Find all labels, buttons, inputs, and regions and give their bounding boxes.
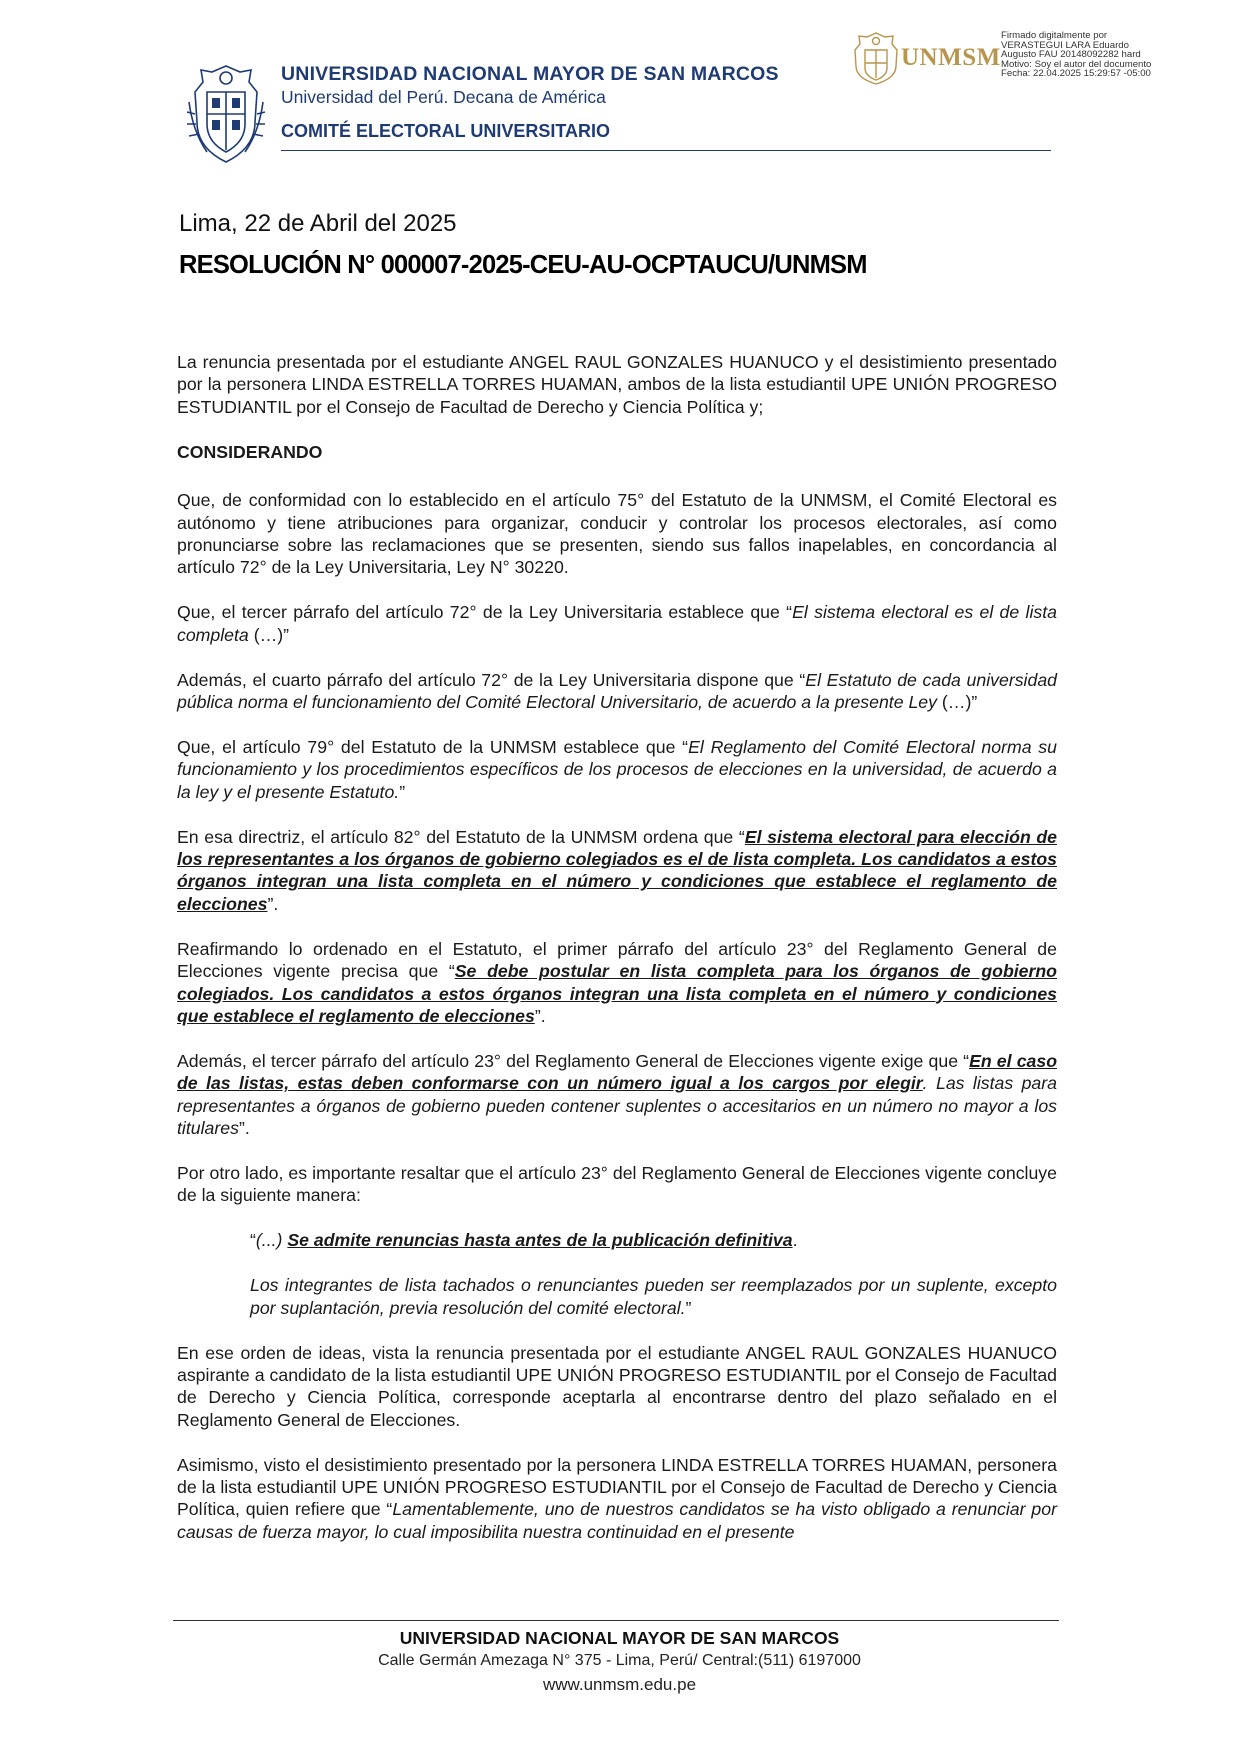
document-date: Lima, 22 de Abril del 2025: [179, 210, 457, 237]
text: .: [792, 1230, 798, 1251]
paragraph: [177, 1050, 1057, 1140]
digital-signature-block: [1001, 31, 1191, 79]
paragraph: Que, de conformidad con lo establecido en el artículo 75° del Estatuto de la UNMSM, el Comité Electoral es autónomo y tiene atribuciones para organizar, conducir y controlar los procesos electorales, así como pronunciarse sobre las reclamaciones que se presenten, siendo sus fallos inapelables, en concordancia al artículo 72° de la Ley Universitaria, Ley N° 30220.: [177, 490, 1057, 578]
footer-university-name: UNIVERSIDAD NACIONAL MAYOR DE SAN MARCOS: [399, 1628, 840, 1648]
footer-divider: [173, 1620, 1059, 1621]
quoted-text: El sistema electoral es el de lista completa: [177, 602, 1057, 645]
paragraph: La renuncia presentada por el estudiante ANGEL RAUL GONZALES HUANUCO y el desistimiento presentado por la personera LINDA ESTRELLA TORRES HUAMAN, ambos de la lista estudiantil UPE UNIÓN PROGRESO ESTUDIANTIL por el Consejo de Facultad de Derecho y Ciencia Política y;: [177, 352, 1057, 417]
footer-address: Calle Germán Amezaga N° 375 - Lima, Perú/ Central:(511) 6197000: [378, 1652, 861, 1669]
quoted-text: Lamentablemente, uno de nuestros candidatos se ha visto obligado a renunciar por causas de fuerza mayor, lo cual imposibilita nuestra continuidad en el presente: [177, 1499, 1057, 1542]
quoted-text: (...): [255, 1230, 288, 1251]
text: “: [250, 1230, 256, 1251]
text: (…)”: [937, 691, 978, 712]
quoted-text: El Estatuto de cada universidad pública norma el funcionamiento del Comité Electoral Universitario, de acuerdo a la presente Ley: [177, 669, 1057, 712]
emphasized-quote: Se admite renuncias hasta antes de la publicación definitiva: [287, 1230, 793, 1251]
emphasized-quote: En el caso de las listas, estas deben conformarse con un número igual a los cargos por elegir: [177, 1050, 1058, 1094]
text: ”.: [534, 1005, 546, 1026]
paragraph: [177, 826, 1057, 916]
section-heading: CONSIDERANDO: [177, 441, 323, 462]
text: ”: [685, 1297, 692, 1318]
document-body: [177, 351, 1057, 1566]
signature-line: Motivo: Soy el autor del documento: [1001, 58, 1152, 70]
signature-line: VERASTEGUI LARA Eduardo: [1001, 39, 1129, 51]
seal-wordmark: UNMSM: [901, 44, 1001, 71]
header-divider: [281, 150, 1051, 151]
paragraph: Por otro lado, es importante resaltar que el artículo 23° del Reglamento General de Elecciones vigente concluye de la siguiente manera:: [177, 1162, 1057, 1206]
text: Que, el artículo 79° del Estatuto de la UNMSM establece que “: [177, 736, 689, 757]
text: (…)”: [248, 624, 290, 645]
resolution-title: RESOLUCIÓN N° 000007-2025-CEU-AU-OCPTAUCU/UNMSM: [179, 251, 867, 279]
header-subtitle: Universidad del Perú. Decana de América: [281, 87, 606, 107]
footer-website-link[interactable]: www.unmsm.edu.pe: [542, 1675, 697, 1694]
unmsm-seal-icon: [851, 30, 901, 86]
block-quote: [250, 1274, 1057, 1319]
signature-line: Fecha: 22.04.2025 15:29:57 -05:00: [1001, 68, 1151, 80]
text: Reafirmando lo ordenado en el Estatuto, el primer párrafo del artículo 23° del Reglamento General de Elecciones vigente precisa que “: [177, 938, 1057, 982]
quoted-text: El Reglamento del Comité Electoral norma su funcionamiento y los procedimientos específicos de los procesos de elecciones en la universidad, de acuerdo a la ley y el presente Estatuto.: [177, 736, 1057, 802]
paragraph: [177, 1454, 1057, 1544]
university-crest-icon: [185, 62, 267, 166]
paragraph: [177, 736, 1057, 803]
block-quote: [250, 1229, 1057, 1251]
emphasized-quote: El sistema electoral para elección de los representantes a los órganos de gobierno colegiados es el de lista completa. Los candidatos a estos órganos integran una lista completa en el número y condiciones que establece el reglamento de elecciones: [177, 826, 1058, 914]
header-committee: COMITÉ ELECTORAL UNIVERSITARIO: [281, 121, 611, 141]
text: Además, el cuarto párrafo del artículo 72° de la Ley Universitaria dispone que “: [177, 669, 806, 690]
paragraph: [177, 669, 1057, 714]
text: ”.: [238, 1118, 250, 1139]
text: Asimismo, visto el desistimiento presentado por la personera LINDA ESTRELLA TORRES HUAMAN, personera de la lista estudiantil UPE UNIÓN PROGRESO ESTUDIANTIL por el Consejo de Facultad de Derecho y Ciencia Política, quien refiere que “: [177, 1454, 1057, 1520]
text: En esa directriz, el artículo 82° del Estatuto de la UNMSM ordena que “: [177, 826, 745, 847]
text: Además, el tercer párrafo del artículo 23° del Reglamento General de Elecciones vigente exige que “: [177, 1050, 970, 1071]
paragraph: En ese orden de ideas, vista la renuncia presentada por el estudiante ANGEL RAUL GONZALES HUANUCO aspirante a candidato de la lista estudiantil UPE UNIÓN PROGRESO ESTUDIANTIL por el Consejo de Facultad de Derecho y Ciencia Política, corresponde aceptarla al encontrarse dentro del plazo señalado en el Reglamento General de Elecciones.: [177, 1342, 1057, 1430]
header-university-name: UNIVERSIDAD NACIONAL MAYOR DE SAN MARCOS: [281, 63, 779, 85]
text: ”: [399, 781, 406, 802]
paragraph: [177, 601, 1057, 646]
quoted-text: Los integrantes de lista tachados o renunciantes pueden ser reemplazados por un suplente, excepto por suplantación, previa resolución del comité electoral.: [250, 1275, 1057, 1318]
text: Que, el tercer párrafo del artículo 72° de la Ley Universitaria establece que “: [177, 602, 793, 623]
paragraph: [177, 938, 1057, 1028]
text: ”.: [267, 893, 279, 914]
signature-line: Firmado digitalmente por: [1001, 30, 1108, 41]
signature-line: Augusto FAU 20148092282 hard: [1001, 49, 1141, 61]
quoted-text: . Las listas para representantes a órganos de gobierno pueden contener suplentes o accesitarios en un número no mayor a los titulares: [177, 1073, 1057, 1139]
emphasized-quote: Se debe postular en lista completa para los órganos de gobierno colegiados. Los candidatos a estos órganos integran una lista completa en el número y condiciones que establece el reglamento de elecciones: [177, 961, 1057, 1026]
